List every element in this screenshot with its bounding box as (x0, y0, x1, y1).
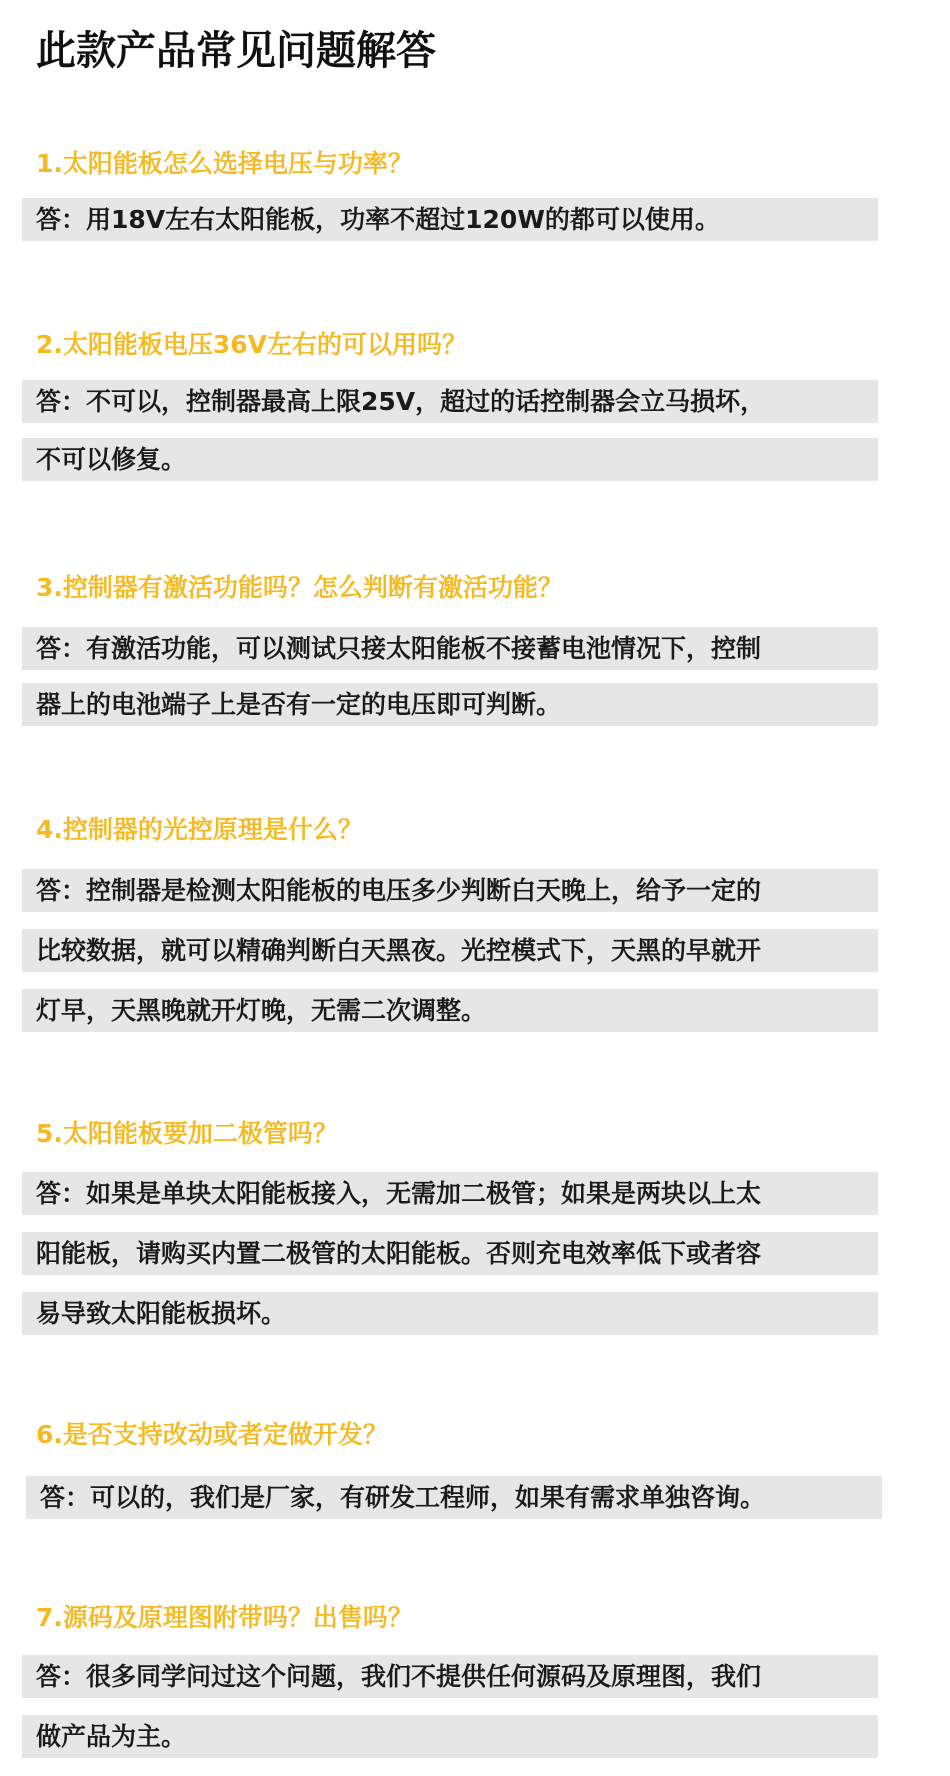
faq-answer-line: 答：可以的，我们是厂家，有研发工程师，如果有需求单独咨询。 (26, 1476, 882, 1519)
faq-question: 4.控制器的光控原理是什么？ (36, 815, 363, 844)
faq-answer-line: 答：有激活功能，可以测试只接太阳能板不接蓄电池情况下，控制 (22, 627, 878, 670)
faq-question: 3.控制器有激活功能吗？怎么判断有激活功能？ (36, 573, 563, 602)
page-title: 此款产品常见问题解答 (36, 28, 436, 74)
faq-answer-line: 不可以修复。 (22, 438, 878, 481)
faq-answer-line: 答：不可以，控制器最高上限25V，超过的话控制器会立马损坏， (22, 380, 878, 423)
faq-question: 1.太阳能板怎么选择电压与功率？ (36, 149, 413, 178)
faq-answer-line: 答：很多同学问过这个问题，我们不提供任何源码及原理图，我们 (22, 1655, 878, 1698)
faq-answer-line: 易导致太阳能板损坏。 (22, 1292, 878, 1335)
faq-question: 2.太阳能板电压36V左右的可以用吗？ (36, 330, 468, 359)
faq-answer-line: 阳能板，请购买内置二极管的太阳能板。否则充电效率低下或者容 (22, 1232, 878, 1275)
faq-answer-line: 答：控制器是检测太阳能板的电压多少判断白天晚上，给予一定的 (22, 869, 878, 912)
faq-answer-line: 答：用18V左右太阳能板，功率不超过120W的都可以使用。 (22, 198, 878, 241)
faq-answer-line: 答：如果是单块太阳能板接入，无需加二极管；如果是两块以上太 (22, 1172, 878, 1215)
faq-answer-line: 比较数据，就可以精确判断白天黑夜。光控模式下，天黑的早就开 (22, 929, 878, 972)
faq-answer-line: 做产品为主。 (22, 1715, 878, 1758)
faq-answer-line: 灯早，天黑晚就开灯晚，无需二次调整。 (22, 989, 878, 1032)
faq-question: 7.源码及原理图附带吗？出售吗？ (36, 1603, 413, 1632)
faq-question: 6.是否支持改动或者定做开发？ (36, 1420, 388, 1449)
faq-question: 5.太阳能板要加二极管吗？ (36, 1119, 338, 1148)
faq-answer-line: 器上的电池端子上是否有一定的电压即可判断。 (22, 683, 878, 726)
